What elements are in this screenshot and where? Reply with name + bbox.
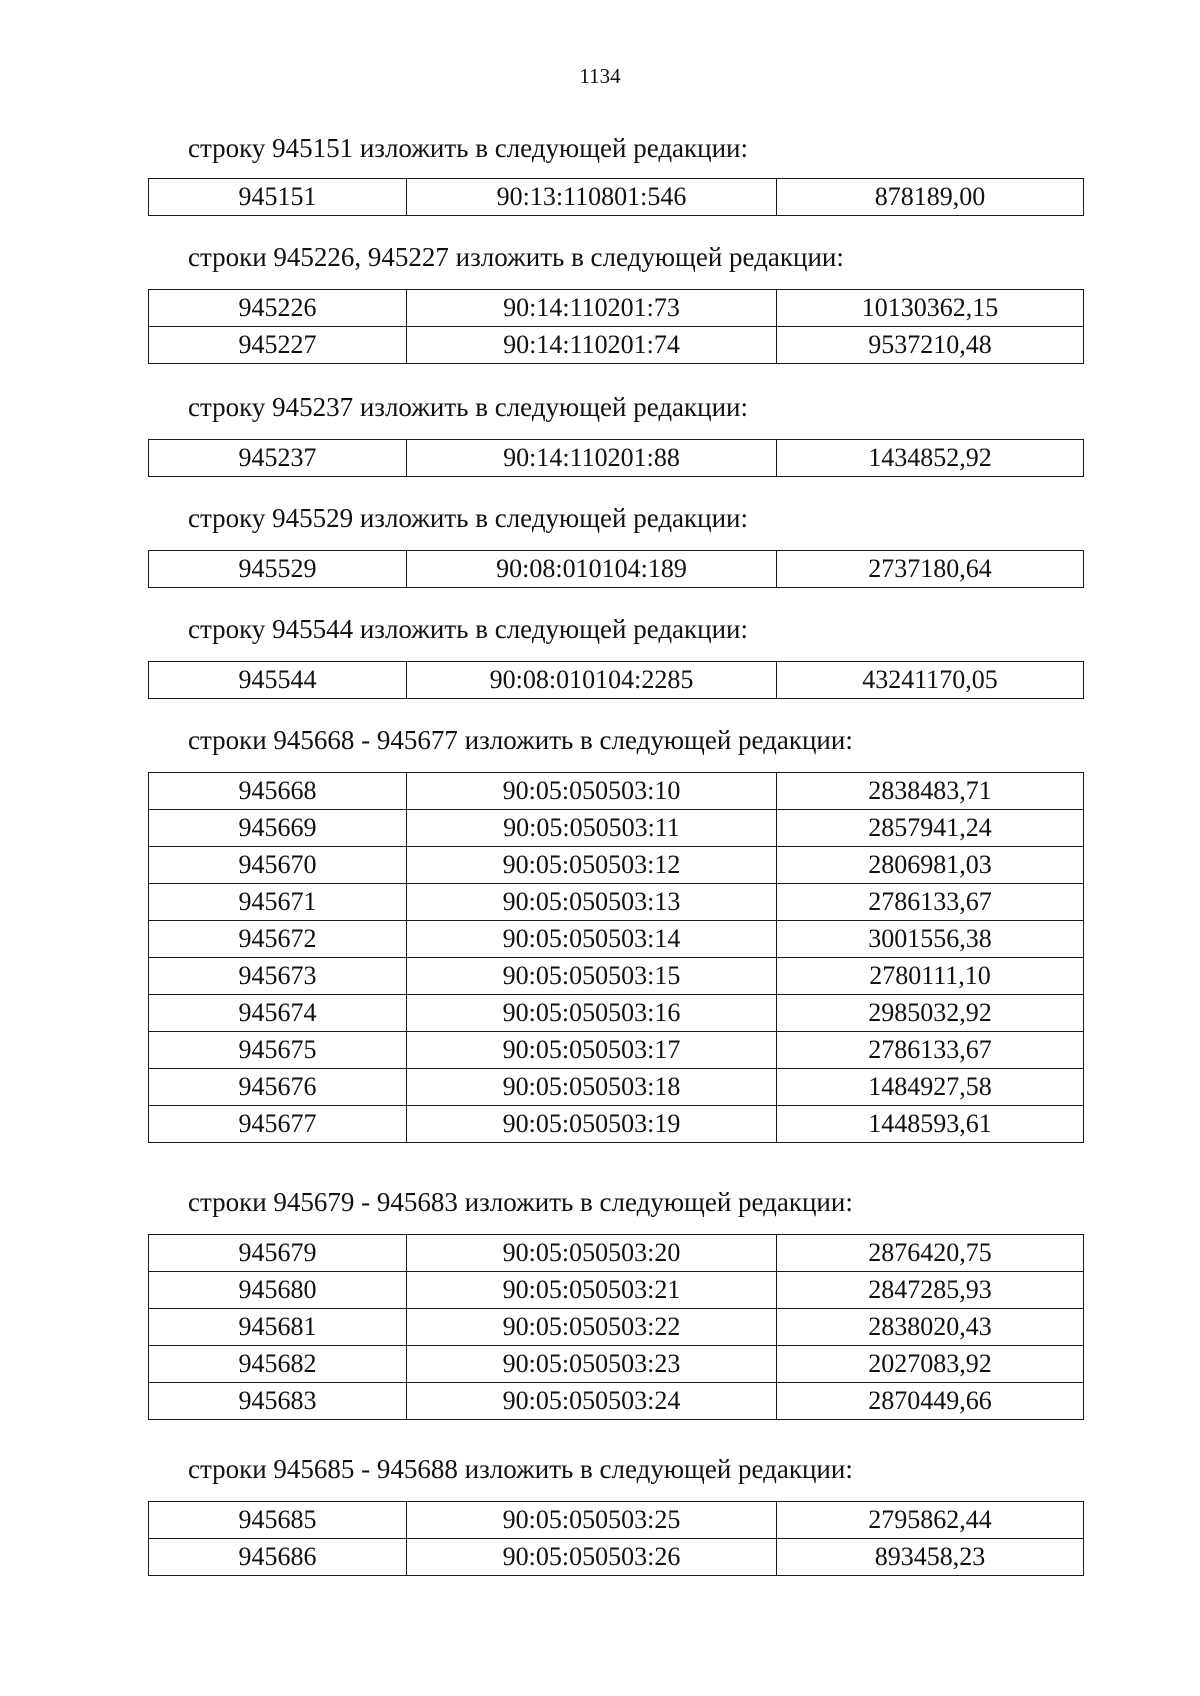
cadastral-number-cell: 90:14:110201:73: [407, 290, 777, 327]
table-row: [149, 440, 1084, 477]
section-heading: строки 945685 - 945688 изложить в следующей редакции:: [188, 1454, 853, 1484]
row-number-cell: 945671: [149, 884, 407, 921]
row-number-cell: 945669: [149, 810, 407, 847]
row-number-cell: 945679: [149, 1235, 407, 1272]
amendment-table: [148, 772, 1084, 1143]
value-cell: 3001556,38: [777, 921, 1084, 958]
table-row: [149, 884, 1084, 921]
row-number-cell: 945680: [149, 1272, 407, 1309]
row-number-cell: 945682: [149, 1346, 407, 1383]
value-cell: 2786133,67: [777, 884, 1084, 921]
table-row: [149, 847, 1084, 884]
value-cell: 2870449,66: [777, 1383, 1084, 1420]
page-number: 1134: [579, 64, 621, 88]
table-row: [149, 1235, 1084, 1272]
row-number-cell: 945151: [149, 179, 407, 216]
table-row: [149, 773, 1084, 810]
value-cell: 2806981,03: [777, 847, 1084, 884]
row-number-cell: 945227: [149, 327, 407, 364]
value-cell: 43241170,05: [777, 662, 1084, 699]
row-number-cell: 945681: [149, 1309, 407, 1346]
cadastral-number-cell: 90:05:050503:14: [407, 921, 777, 958]
value-cell: 2838020,43: [777, 1309, 1084, 1346]
table-row: [149, 1383, 1084, 1420]
cadastral-number-cell: 90:05:050503:21: [407, 1272, 777, 1309]
table-row: [149, 290, 1084, 327]
section-heading: строки 945668 - 945677 изложить в следующей редакции:: [188, 725, 853, 755]
value-cell: 1448593,61: [777, 1106, 1084, 1143]
section-heading: строки 945226, 945227 изложить в следующей редакции:: [188, 242, 844, 272]
row-number-cell: 945529: [149, 551, 407, 588]
amendment-table: [148, 289, 1084, 364]
section-heading: строку 945151 изложить в следующей редакции:: [188, 133, 749, 163]
row-number-cell: 945677: [149, 1106, 407, 1143]
value-cell: 2027083,92: [777, 1346, 1084, 1383]
cadastral-number-cell: 90:13:110801:546: [407, 179, 777, 216]
section-heading: строку 945529 изложить в следующей редакции:: [188, 503, 749, 533]
table-row: [149, 179, 1084, 216]
row-number-cell: 945544: [149, 662, 407, 699]
value-cell: 2985032,92: [777, 995, 1084, 1032]
value-cell: 2780111,10: [777, 958, 1084, 995]
value-cell: 1434852,92: [777, 440, 1084, 477]
table-row: [149, 1032, 1084, 1069]
section-heading: строку 945237 изложить в следующей редакции:: [188, 392, 749, 422]
value-cell: 9537210,48: [777, 327, 1084, 364]
table-row: [149, 1539, 1084, 1576]
value-cell: 2786133,67: [777, 1032, 1084, 1069]
amendment-table: [148, 661, 1084, 699]
row-number-cell: 945674: [149, 995, 407, 1032]
table-row: [149, 1272, 1084, 1309]
amendment-table: [148, 178, 1084, 216]
row-number-cell: 945686: [149, 1539, 407, 1576]
cadastral-number-cell: 90:05:050503:26: [407, 1539, 777, 1576]
table-row: [149, 1309, 1084, 1346]
section-heading: строку 945544 изложить в следующей редакции:: [188, 614, 749, 644]
table-row: [149, 1069, 1084, 1106]
value-cell: 893458,23: [777, 1539, 1084, 1576]
cadastral-number-cell: 90:05:050503:10: [407, 773, 777, 810]
row-number-cell: 945670: [149, 847, 407, 884]
row-number-cell: 945675: [149, 1032, 407, 1069]
cadastral-number-cell: 90:05:050503:24: [407, 1383, 777, 1420]
cadastral-number-cell: 90:05:050503:13: [407, 884, 777, 921]
value-cell: 2737180,64: [777, 551, 1084, 588]
table-row: [149, 921, 1084, 958]
cadastral-number-cell: 90:05:050503:19: [407, 1106, 777, 1143]
row-number-cell: 945673: [149, 958, 407, 995]
value-cell: 2857941,24: [777, 810, 1084, 847]
value-cell: 2795862,44: [777, 1502, 1084, 1539]
table-row: [149, 1346, 1084, 1383]
amendment-table: [148, 550, 1084, 588]
table-row: [149, 958, 1084, 995]
cadastral-number-cell: 90:14:110201:88: [407, 440, 777, 477]
row-number-cell: 945672: [149, 921, 407, 958]
value-cell: 2876420,75: [777, 1235, 1084, 1272]
row-number-cell: 945226: [149, 290, 407, 327]
table-row: [149, 327, 1084, 364]
table-row: [149, 1106, 1084, 1143]
cadastral-number-cell: 90:08:010104:189: [407, 551, 777, 588]
cadastral-number-cell: 90:05:050503:25: [407, 1502, 777, 1539]
row-number-cell: 945676: [149, 1069, 407, 1106]
value-cell: 2838483,71: [777, 773, 1084, 810]
cadastral-number-cell: 90:05:050503:12: [407, 847, 777, 884]
value-cell: 878189,00: [777, 179, 1084, 216]
section-heading: строки 945679 - 945683 изложить в следующей редакции:: [188, 1187, 853, 1217]
cadastral-number-cell: 90:14:110201:74: [407, 327, 777, 364]
cadastral-number-cell: 90:05:050503:15: [407, 958, 777, 995]
cadastral-number-cell: 90:05:050503:22: [407, 1309, 777, 1346]
value-cell: 1484927,58: [777, 1069, 1084, 1106]
table-row: [149, 551, 1084, 588]
table-row: [149, 810, 1084, 847]
cadastral-number-cell: 90:08:010104:2285: [407, 662, 777, 699]
amendment-table: [148, 1234, 1084, 1420]
row-number-cell: 945237: [149, 440, 407, 477]
cadastral-number-cell: 90:05:050503:20: [407, 1235, 777, 1272]
table-row: [149, 995, 1084, 1032]
cadastral-number-cell: 90:05:050503:23: [407, 1346, 777, 1383]
cadastral-number-cell: 90:05:050503:16: [407, 995, 777, 1032]
amendment-table: [148, 439, 1084, 477]
row-number-cell: 945685: [149, 1502, 407, 1539]
cadastral-number-cell: 90:05:050503:18: [407, 1069, 777, 1106]
amendment-table: [148, 1501, 1084, 1576]
table-row: [149, 1502, 1084, 1539]
table-row: [149, 662, 1084, 699]
row-number-cell: 945668: [149, 773, 407, 810]
value-cell: 10130362,15: [777, 290, 1084, 327]
cadastral-number-cell: 90:05:050503:17: [407, 1032, 777, 1069]
row-number-cell: 945683: [149, 1383, 407, 1420]
cadastral-number-cell: 90:05:050503:11: [407, 810, 777, 847]
value-cell: 2847285,93: [777, 1272, 1084, 1309]
